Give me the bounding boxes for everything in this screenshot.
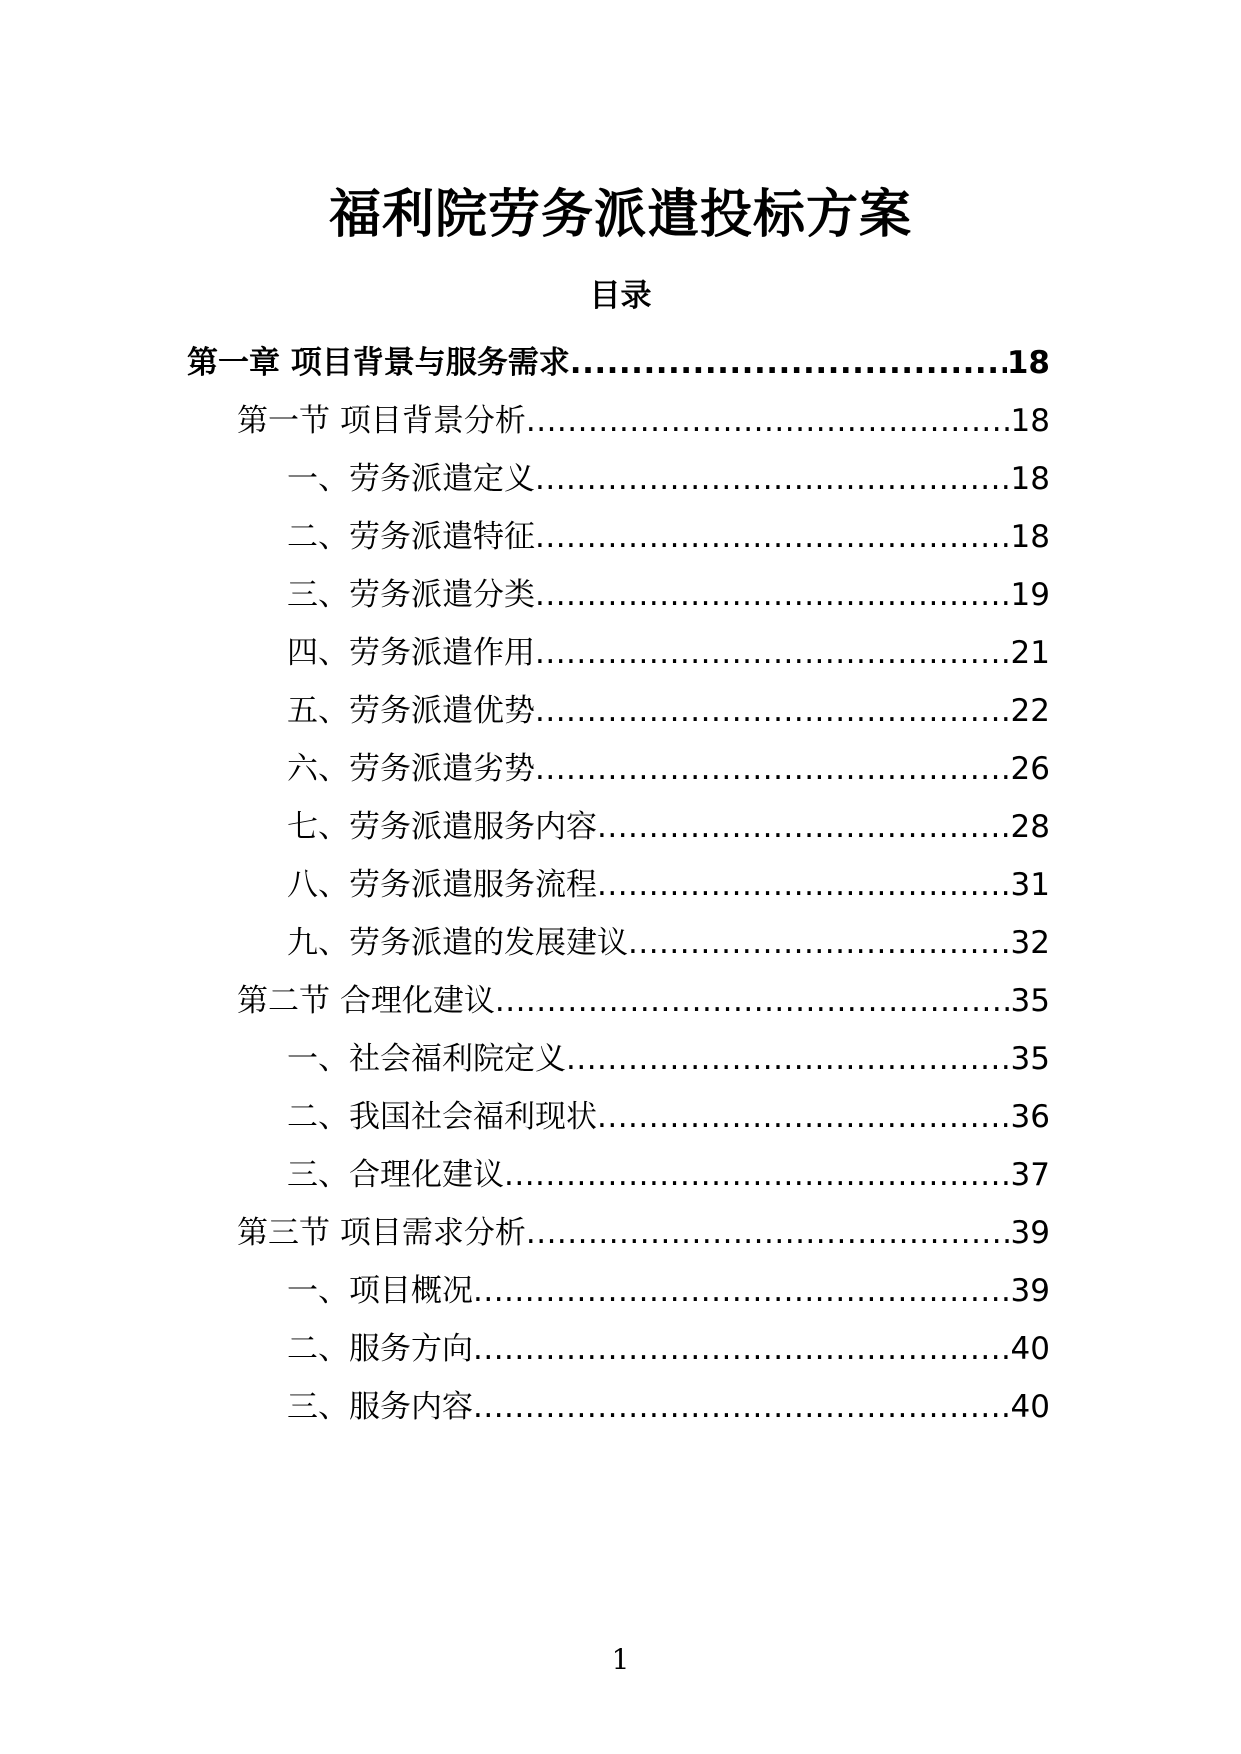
dot-leader <box>535 456 1011 502</box>
toc-page-number: 28 <box>1010 809 1050 845</box>
toc-page-number: 35 <box>1010 1041 1050 1077</box>
dot-leader <box>597 1094 1011 1140</box>
dot-leader <box>628 920 1011 966</box>
toc-entry-item[interactable] <box>287 1026 1050 1082</box>
toc-page-number: 18 <box>1010 519 1050 555</box>
toc-entry-item[interactable] <box>287 678 1050 734</box>
dot-leader <box>473 1384 1011 1430</box>
page-number: 1 <box>611 1643 630 1676</box>
toc-entry-item[interactable] <box>287 562 1050 618</box>
dot-leader <box>526 398 1011 444</box>
toc-entry-section[interactable] <box>237 1200 1050 1256</box>
toc-entry-item[interactable] <box>287 1374 1050 1430</box>
toc-entry-label: 一、社会福利院定义 <box>287 1041 566 1077</box>
toc-entry-label: 七、劳务派遣服务内容 <box>287 809 597 845</box>
toc-page-number: 21 <box>1010 635 1050 671</box>
toc-page-number: 32 <box>1010 925 1050 961</box>
toc-entry-section[interactable] <box>237 388 1050 444</box>
toc-entry-item[interactable] <box>287 620 1050 676</box>
toc-entry-label: 二、我国社会福利现状 <box>287 1099 597 1135</box>
toc-entry-label: 四、劳务派遣作用 <box>287 635 535 671</box>
dot-leader <box>473 1268 1011 1314</box>
dot-leader <box>597 862 1011 908</box>
dot-leader <box>535 630 1011 676</box>
toc-entry-item[interactable] <box>287 1142 1050 1198</box>
toc-page-number: 18 <box>1010 461 1050 497</box>
toc-entry-label: 二、服务方向 <box>287 1331 473 1367</box>
toc-heading: 目录 <box>589 278 652 314</box>
dot-leader <box>535 688 1011 734</box>
toc-entry-label: 五、劳务派遣优势 <box>287 693 535 729</box>
toc-page-number: 18 <box>1010 403 1050 439</box>
toc-page-number: 22 <box>1010 693 1050 729</box>
toc-entry-label: 三、劳务派遣分类 <box>287 577 535 613</box>
toc-entry-item[interactable] <box>287 736 1050 792</box>
toc-entry-item[interactable] <box>287 1316 1050 1372</box>
dot-leader <box>473 1326 1011 1372</box>
toc-entry-item[interactable] <box>287 910 1050 966</box>
toc-page-number: 26 <box>1010 751 1050 787</box>
toc-entry-item[interactable] <box>287 1258 1050 1314</box>
dot-leader <box>495 978 1011 1024</box>
toc-entry-label: 第三节 项目需求分析 <box>237 1215 526 1251</box>
dot-leader <box>504 1152 1011 1198</box>
toc-page-number: 35 <box>1010 983 1050 1019</box>
toc-entry-label: 八、劳务派遣服务流程 <box>287 867 597 903</box>
toc-entry-item[interactable] <box>287 794 1050 850</box>
toc-entry-label: 三、服务内容 <box>287 1389 473 1425</box>
toc-page-number: 31 <box>1010 867 1050 903</box>
toc-entry-item[interactable] <box>287 1084 1050 1140</box>
toc-entry-label: 三、合理化建议 <box>287 1157 504 1193</box>
dot-leader <box>535 746 1011 792</box>
dot-leader <box>566 1036 1011 1082</box>
document-title: 福利院劳务派遣投标方案 <box>328 185 912 245</box>
toc-entry-label: 第一节 项目背景分析 <box>237 403 526 439</box>
toc-entry-label: 二、劳务派遣特征 <box>287 519 535 555</box>
toc-entry-item[interactable] <box>287 852 1050 908</box>
dot-leader <box>526 1210 1011 1256</box>
toc-entry-item[interactable] <box>287 504 1050 560</box>
dot-leader <box>570 340 1007 386</box>
dot-leader <box>535 514 1011 560</box>
toc-entry-section[interactable] <box>237 968 1050 1024</box>
toc-page-number: 37 <box>1010 1157 1050 1193</box>
toc-entry-label: 一、劳务派遣定义 <box>287 461 535 497</box>
toc-entry-chapter[interactable] <box>187 330 1050 386</box>
toc-page-number: 39 <box>1010 1215 1050 1251</box>
toc-page-number: 36 <box>1010 1099 1050 1135</box>
toc-entry-label: 六、劳务派遣劣势 <box>287 751 535 787</box>
toc-page-number: 40 <box>1010 1389 1050 1425</box>
toc-page-number: 18 <box>1006 345 1050 381</box>
toc-entry-label: 九、劳务派遣的发展建议 <box>287 925 628 961</box>
toc-page-number: 19 <box>1010 577 1050 613</box>
toc-page-number: 40 <box>1010 1331 1050 1367</box>
toc-page-number: 39 <box>1010 1273 1050 1309</box>
toc-entry-item[interactable] <box>287 446 1050 502</box>
toc-entry-label: 一、项目概况 <box>287 1273 473 1309</box>
toc-entry-label: 第二节 合理化建议 <box>237 983 495 1019</box>
toc-entry-label: 第一章 项目背景与服务需求 <box>187 345 570 381</box>
dot-leader <box>535 572 1011 618</box>
dot-leader <box>597 804 1011 850</box>
